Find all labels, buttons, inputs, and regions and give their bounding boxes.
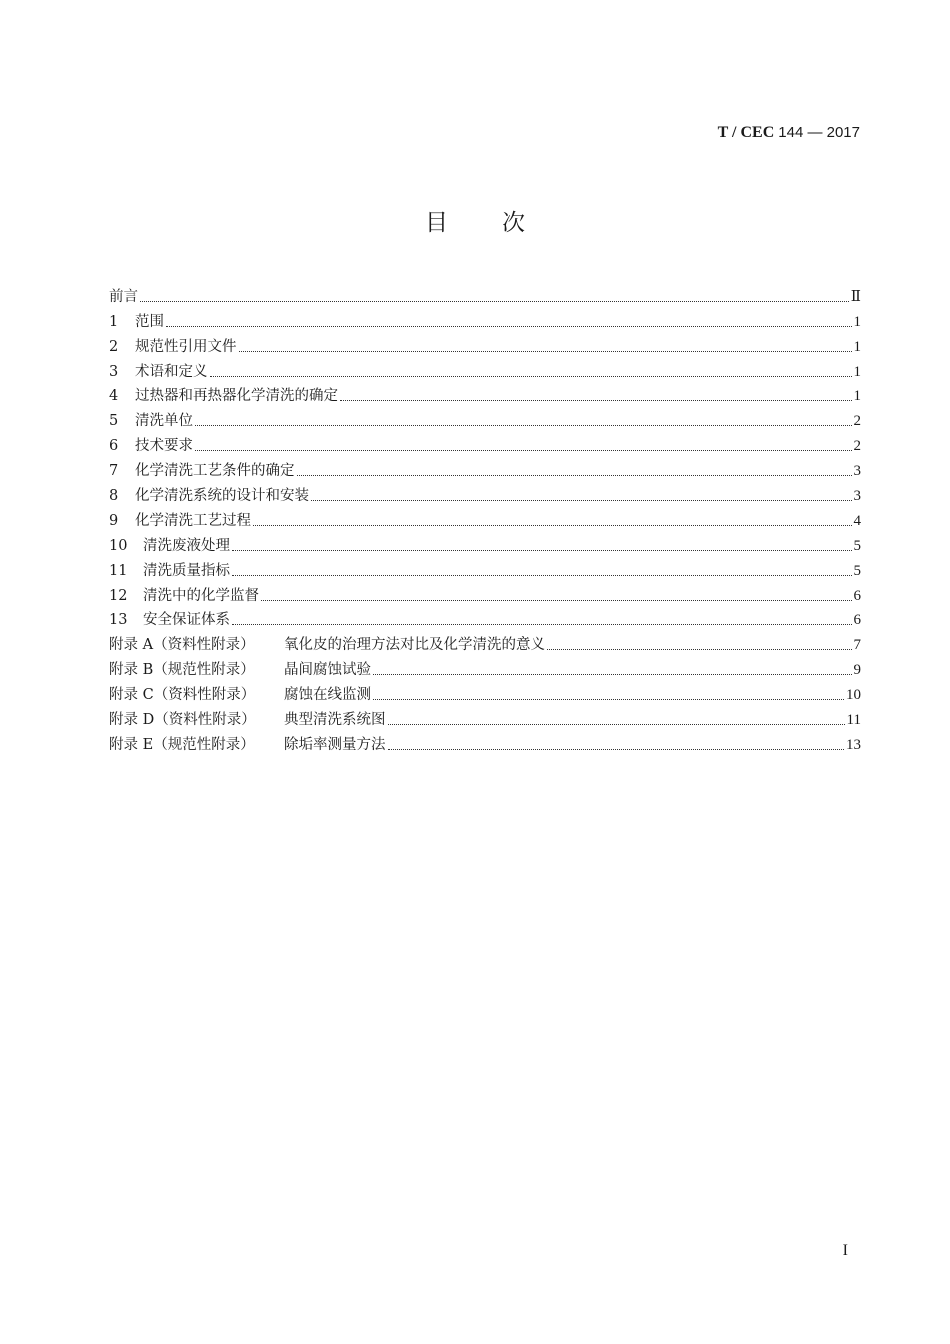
toc-entry-number: 6	[109, 438, 119, 455]
dot-leader	[166, 325, 852, 327]
toc-entry-page: 5	[853, 537, 861, 554]
toc-entry[interactable]	[109, 456, 861, 481]
dot-leader	[232, 623, 852, 625]
dot-leader	[140, 300, 849, 302]
toc-entry[interactable]	[109, 357, 861, 382]
toc-entry[interactable]	[109, 556, 861, 581]
toc-entry-number: 2	[109, 338, 119, 355]
dot-leader	[388, 748, 845, 750]
dot-leader	[373, 673, 852, 675]
standard-code: 144 — 2017	[778, 124, 860, 141]
toc-entry[interactable]	[109, 630, 861, 655]
dot-leader	[232, 549, 852, 551]
dot-leader	[388, 723, 845, 725]
toc-entry-number: 1	[109, 313, 119, 330]
toc-entry-page: 1	[853, 338, 861, 355]
toc-entry-number: 11	[109, 562, 128, 579]
toc-entry[interactable]	[109, 307, 861, 332]
toc-entry-page: 2	[853, 413, 861, 430]
toc-entry-number: 4	[109, 388, 119, 405]
toc-entry-page: 10	[846, 687, 861, 704]
dot-leader	[297, 474, 852, 476]
toc-entry-page: 3	[853, 488, 861, 505]
toc-entry[interactable]	[109, 606, 861, 631]
toc-entry-number: 附录 C（资料性附录）	[109, 687, 256, 704]
toc-entry-label: 范围	[135, 313, 164, 330]
standard-number	[718, 124, 860, 142]
toc-entry-number: 附录 B（规范性附录）	[109, 662, 255, 679]
toc-entry-number: 附录 D（资料性附录）	[109, 712, 256, 729]
toc-entry-number: 9	[109, 512, 119, 529]
toc-entry-label: 安全保证体系	[143, 612, 230, 629]
toc-entry[interactable]	[109, 680, 861, 705]
toc-entry-page: 5	[853, 562, 861, 579]
toc-entry-label: 过热器和再热器化学清洗的确定	[135, 388, 338, 405]
standard-prefix: T / CEC	[717, 124, 775, 141]
toc-entry-number: 5	[109, 413, 119, 430]
toc-entry[interactable]	[109, 581, 861, 606]
toc-entry[interactable]	[109, 705, 861, 730]
toc-entry-number: 7	[109, 463, 119, 480]
dot-leader	[253, 524, 852, 526]
toc-entry-label: 规范性引用文件	[135, 338, 237, 355]
toc-entry-page: 13	[846, 736, 861, 753]
dot-leader	[195, 449, 852, 451]
toc-entry-page: 2	[853, 438, 861, 455]
toc-entry-page: 1	[853, 313, 861, 330]
toc-entry-label: 典型清洗系统图	[284, 712, 386, 729]
toc-entry-label: 技术要求	[135, 438, 193, 455]
page-title: 目次	[425, 210, 579, 236]
toc-entry-label: 腐蚀在线监测	[284, 687, 371, 704]
toc-entry-page: 4	[853, 512, 861, 529]
toc-entry-page: 3	[853, 463, 861, 480]
toc-entry-number: 12	[109, 587, 128, 604]
toc-entry-number: 附录 A（资料性附录）	[109, 637, 255, 654]
toc-entry[interactable]	[109, 406, 861, 431]
dot-leader	[373, 698, 844, 700]
dot-leader	[261, 599, 852, 601]
dot-leader	[547, 648, 852, 650]
dot-leader	[311, 499, 852, 501]
toc-entry[interactable]	[109, 506, 861, 531]
toc-entry-page: 6	[853, 612, 861, 629]
toc-entry-page: 1	[853, 388, 861, 405]
toc-entry[interactable]	[109, 655, 861, 680]
dot-leader	[340, 399, 852, 401]
toc-entry-number: 13	[109, 612, 128, 629]
toc-entry-label: 术语和定义	[135, 363, 208, 380]
dot-leader	[195, 424, 852, 426]
toc-entry-label: 清洗废液处理	[143, 537, 230, 554]
toc-entry[interactable]	[109, 332, 861, 357]
toc-entry[interactable]	[109, 382, 861, 407]
toc-entry-label: 清洗中的化学监督	[143, 587, 259, 604]
toc-entry-number: 附录 E（规范性附录）	[109, 736, 255, 753]
page-number: I	[842, 1242, 848, 1259]
toc-entry-page: 7	[853, 637, 861, 654]
toc-entry[interactable]	[109, 730, 861, 755]
toc-entry-number: 10	[109, 537, 128, 554]
toc-entry-label: 化学清洗工艺过程	[135, 512, 251, 529]
toc-entry-label: 前言	[109, 288, 138, 305]
toc-entry[interactable]	[109, 431, 861, 456]
toc-entry-label: 氧化皮的治理方法对比及化学清洗的意义	[284, 637, 545, 654]
toc-entry-page: 6	[853, 587, 861, 604]
toc-entry[interactable]	[109, 481, 861, 506]
dot-leader	[210, 375, 852, 377]
toc-entry-number: 8	[109, 488, 119, 505]
toc-entry[interactable]	[109, 531, 861, 556]
toc-entry-label: 化学清洗系统的设计和安装	[135, 488, 309, 505]
toc-entry-page: 1	[853, 363, 861, 380]
toc-entry-label: 晶间腐蚀试验	[284, 662, 371, 679]
toc-entry-label: 化学清洗工艺条件的确定	[135, 463, 295, 480]
toc-entry-label: 清洗质量指标	[143, 562, 230, 579]
toc-entry-label: 除垢率测量方法	[284, 736, 386, 753]
toc-entry-page: Ⅱ	[850, 288, 861, 305]
toc-entry-label: 清洗单位	[135, 413, 193, 430]
dot-leader	[232, 574, 852, 576]
toc-entry-number: 3	[109, 363, 119, 380]
dot-leader	[239, 350, 852, 352]
table-of-contents	[109, 282, 861, 755]
toc-entry-page: 9	[853, 662, 861, 679]
toc-entry-page: 11	[846, 712, 861, 729]
toc-entry[interactable]	[109, 282, 861, 307]
